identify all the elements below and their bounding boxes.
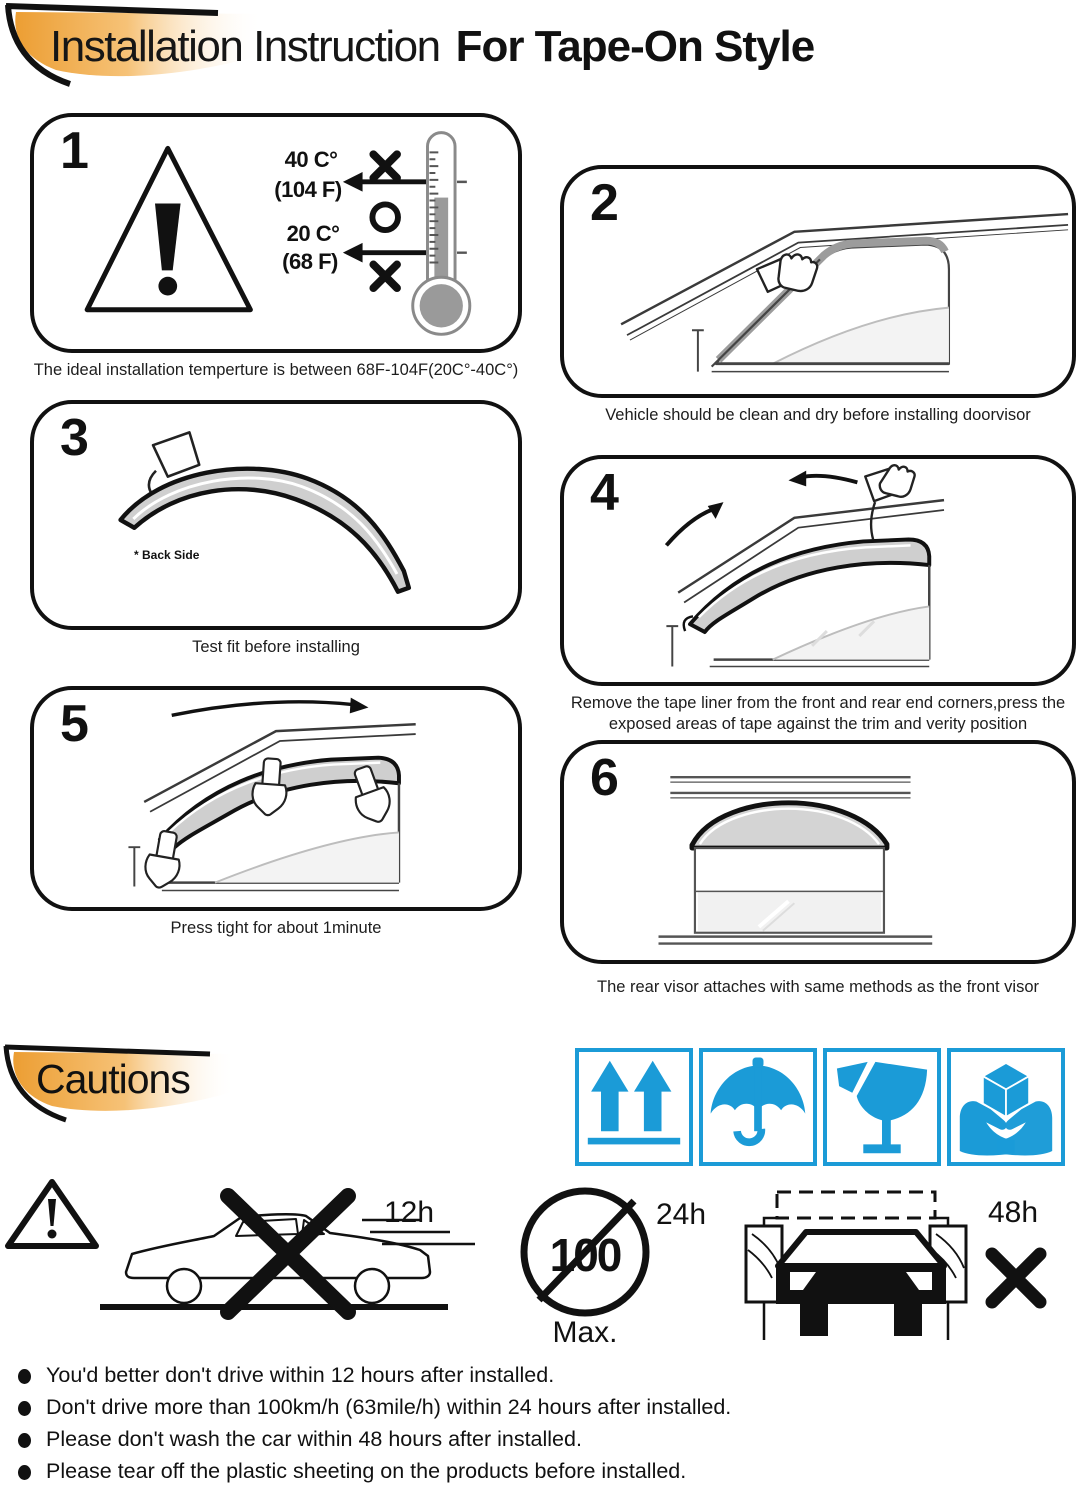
car-front-icon	[776, 1232, 946, 1336]
back-side-note: * Back Side	[134, 548, 200, 562]
temp-high-f: (104 F)	[274, 177, 342, 202]
peeling-hand-icon	[865, 465, 914, 539]
tape-liner-illustration	[564, 459, 1072, 682]
step-2-number: 2	[590, 174, 618, 232]
caution-bullet-list	[16, 1364, 1074, 1492]
fragile-icon	[823, 1048, 941, 1166]
step-4-caption: Remove the tape liner from the front and rear end corners,press the exposed areas of tape against the trim and verity position	[570, 694, 1066, 733]
step-2	[560, 165, 1076, 426]
bullet-text: Don't drive more than 100km/h (63mile/h) within 24 hours after installed.	[46, 1395, 732, 1419]
label-24h: 24h	[656, 1198, 707, 1231]
warning-triangle-icon	[87, 148, 250, 309]
lower-glass	[215, 832, 399, 882]
step-5-caption: Press tight for about 1minute	[170, 919, 382, 937]
step-6	[560, 740, 1076, 998]
door-edge	[666, 626, 678, 666]
handle-with-care-icon	[947, 1048, 1065, 1166]
visor-test-fit-illustration	[34, 404, 518, 626]
rear-visor-illustration	[564, 744, 1072, 960]
door-edge	[692, 330, 704, 371]
step-5	[30, 686, 522, 939]
label-12h: 12h	[384, 1196, 435, 1229]
bullet-text: Please don't wash the car within 48 hours after installed.	[46, 1427, 582, 1451]
bullet-icon	[18, 1465, 31, 1480]
step-1-number: 1	[60, 122, 88, 180]
thermometer-icon	[413, 133, 470, 335]
step-4-box	[560, 455, 1076, 686]
step-1-box	[30, 113, 522, 353]
label-max: Max.	[552, 1316, 618, 1349]
step-3	[30, 400, 522, 658]
step-1	[30, 113, 522, 381]
keep-dry-icon	[699, 1048, 817, 1166]
step-1-caption: The ideal installation temperture is between 68F-104F(20C°-40C°)	[33, 361, 519, 379]
step-3-caption: Test fit before installing	[192, 638, 360, 656]
step-2-caption: Vehicle should be clean and dry before installing doorvisor	[605, 406, 1031, 424]
bullet-icon	[18, 1433, 31, 1448]
direction-arrows	[666, 471, 857, 546]
page-title	[50, 16, 814, 78]
temp-high-c: 40 C°	[284, 147, 338, 172]
step-3-number: 3	[60, 409, 88, 467]
bottom-trim-lines	[659, 937, 933, 944]
bullet-text: Please tear off the plastic sheeting on the products before installed.	[46, 1459, 687, 1483]
step-4	[560, 455, 1076, 735]
title-sub: For Tape-On Style	[455, 22, 815, 71]
top-trim-lines	[670, 777, 910, 798]
temp-low-f: (68 F)	[282, 249, 338, 274]
step-3-box	[30, 400, 522, 630]
step-6-caption: The rear visor attaches with same methods as the front visor	[596, 978, 1040, 996]
cross-marks	[373, 154, 397, 288]
sweep-arrow	[172, 698, 369, 716]
bullet-icon	[18, 1401, 31, 1416]
bullet-icon	[18, 1369, 31, 1384]
cautions-heading: Cautions	[36, 1056, 190, 1102]
label-speed-100: 100	[549, 1229, 621, 1281]
this-side-up-icon	[575, 1048, 693, 1166]
step-2-box	[560, 165, 1076, 398]
step-5-box	[30, 686, 522, 911]
warning-triangle-icon	[8, 1182, 96, 1246]
step-5-number: 5	[60, 695, 88, 753]
list-item	[16, 1460, 1074, 1483]
bullet-text: You'd better don't drive within 12 hours after installed.	[46, 1363, 555, 1387]
door-edge	[128, 847, 140, 886]
step-4-number: 4	[590, 464, 618, 522]
list-item	[16, 1396, 1074, 1419]
no-wash-cross-icon	[992, 1254, 1040, 1302]
list-item	[16, 1428, 1074, 1451]
clean-window-illustration	[564, 169, 1072, 394]
title-main: Installation Instruction	[50, 22, 440, 71]
lower-glass	[773, 606, 930, 659]
press-visor-illustration	[34, 690, 518, 907]
step-6-box	[560, 740, 1076, 964]
step-6-number: 6	[590, 749, 618, 807]
ok-circle	[372, 204, 398, 230]
label-48h: 48h	[988, 1196, 1039, 1229]
list-item	[16, 1364, 1074, 1387]
temp-low-c: 20 C°	[286, 221, 340, 246]
